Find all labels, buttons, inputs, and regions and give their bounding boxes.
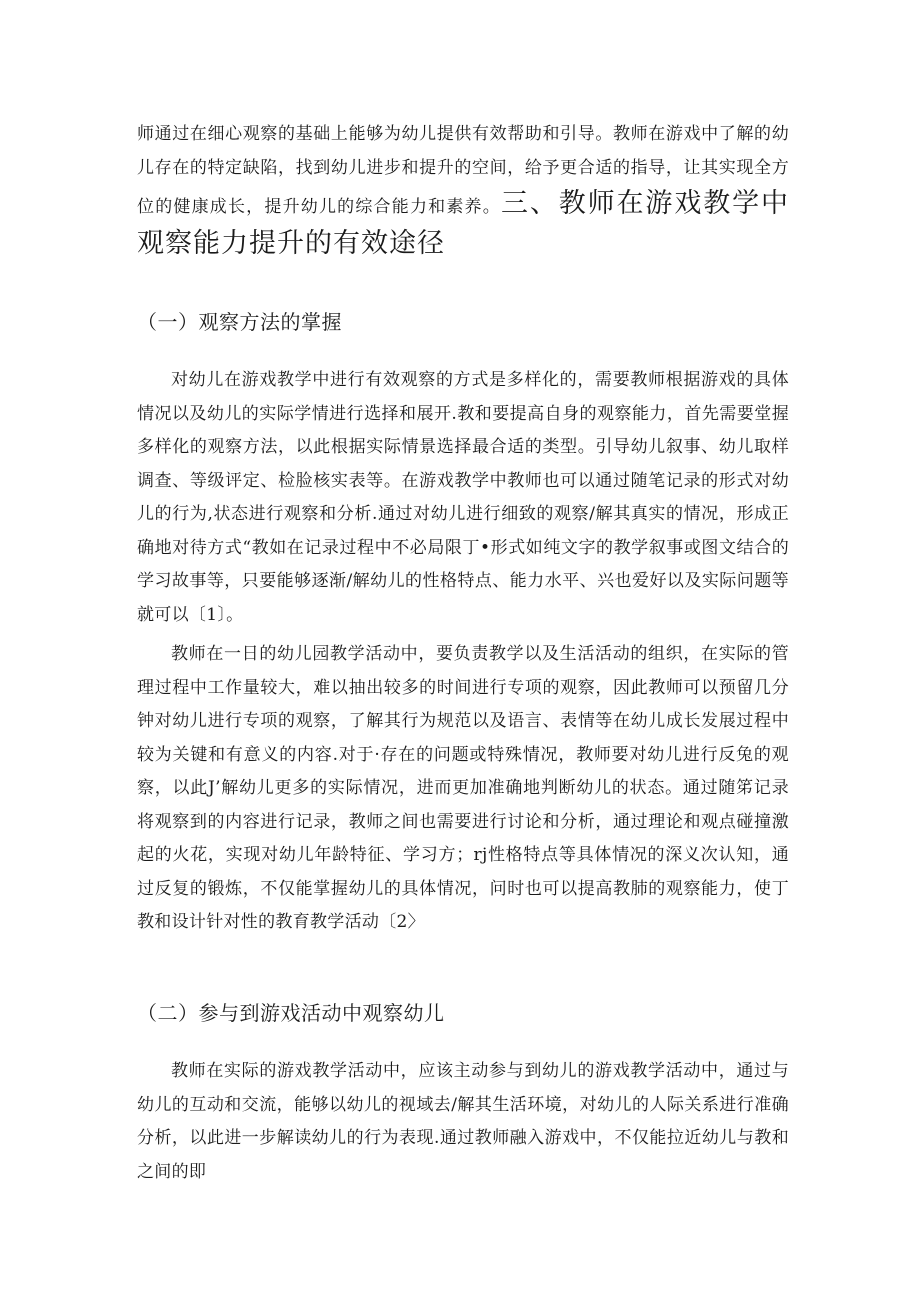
section1-paragraph-1: 对幼儿在游戏教学中进行有效观察的方式是多样化的，需要教师根据游戏的具体情况以及幼儿的实际学情进行选择和展开.教和要提高自身的观察能力，首先需要堂握多样化的观察方法，以此根据实际情景选择最合适的类型。引导幼儿叙事、幼儿取样调查、等级评定、检脸核实表等。在游戏教学中教师也可以通过随笔记录的形式对幼儿的行为,状态进行观察和分析.通过对幼儿进行细致的观察/解其真实的情况，形成正确地对待方式“教如在记录过程中不必局限丁•形式如纯文字的教学叙事或图文结合的学习故事等，只要能够逐渐/解幼儿的性格特点、能力水平、兴也爱好以及实际问题等就可以〔1〕。	[137, 370, 789, 625]
section2-paragraph-1: 教师在实际的游戏教学活动中，应该主动参与到幼儿的游戏教学活动中，通过与幼儿的互动和交流，能够以幼儿的视域去/解其生活环境，对幼儿的人际关系进行准确分析，以此进一步解读幼儿的行为表现.通过教师融入游戏中，不仅能拉近幼儿与教和之间的即	[137, 1061, 789, 1182]
intro-text: 师通过在细心观察的基础上能够为幼儿提供有效帮助和引导。教师在游戏中了解的幼儿存在的特定缺陷，找到幼儿进步和提升的空间，给予更合适的指导，让其实现全方位的健康成长，提升幼儿的综合能力和素养。	[137, 124, 789, 217]
intro-paragraph	[137, 118, 789, 264]
section-heading-2: （二）参与到游戏活动中观察幼儿	[137, 1001, 445, 1025]
section-heading-1: （一）观察方法的掌握	[137, 310, 342, 334]
section1-paragraph-2: 教师在一日的幼儿园教学活动中，要负责教学以及生活活动的组织，在实际的管理过程中工作量较大，难以抽出较多的时间进行专项的观察，因此教师可以预留几分钟对幼儿进行专项的观察，了解其行为规范以及语言、表情等在幼儿成长发展过程中较为关键和有意义的内容.对于·存在的问题或特殊情况，教师要对幼儿进行反兔的观察，以此J’解幼儿更多的实际情况，进而更加准确地判断幼儿的状态。通过随笫记录将观察到的内容进行记录，教师之间也需要进行讨论和分析，通过理论和观点碰撞激起的火花，实现对幼儿年龄特征、学习方；rj性格特点等具体情况的深义次认知，通过反复的锻炼，不仅能掌握幼儿的具体情况，问时也可以提高教肺的观察能力，使丁教和设计针对性的教育教学活动〔2〉	[137, 644, 789, 932]
chapter-heading: 三、教师在游戏教学中观察能力提升的有效途径	[137, 188, 790, 259]
